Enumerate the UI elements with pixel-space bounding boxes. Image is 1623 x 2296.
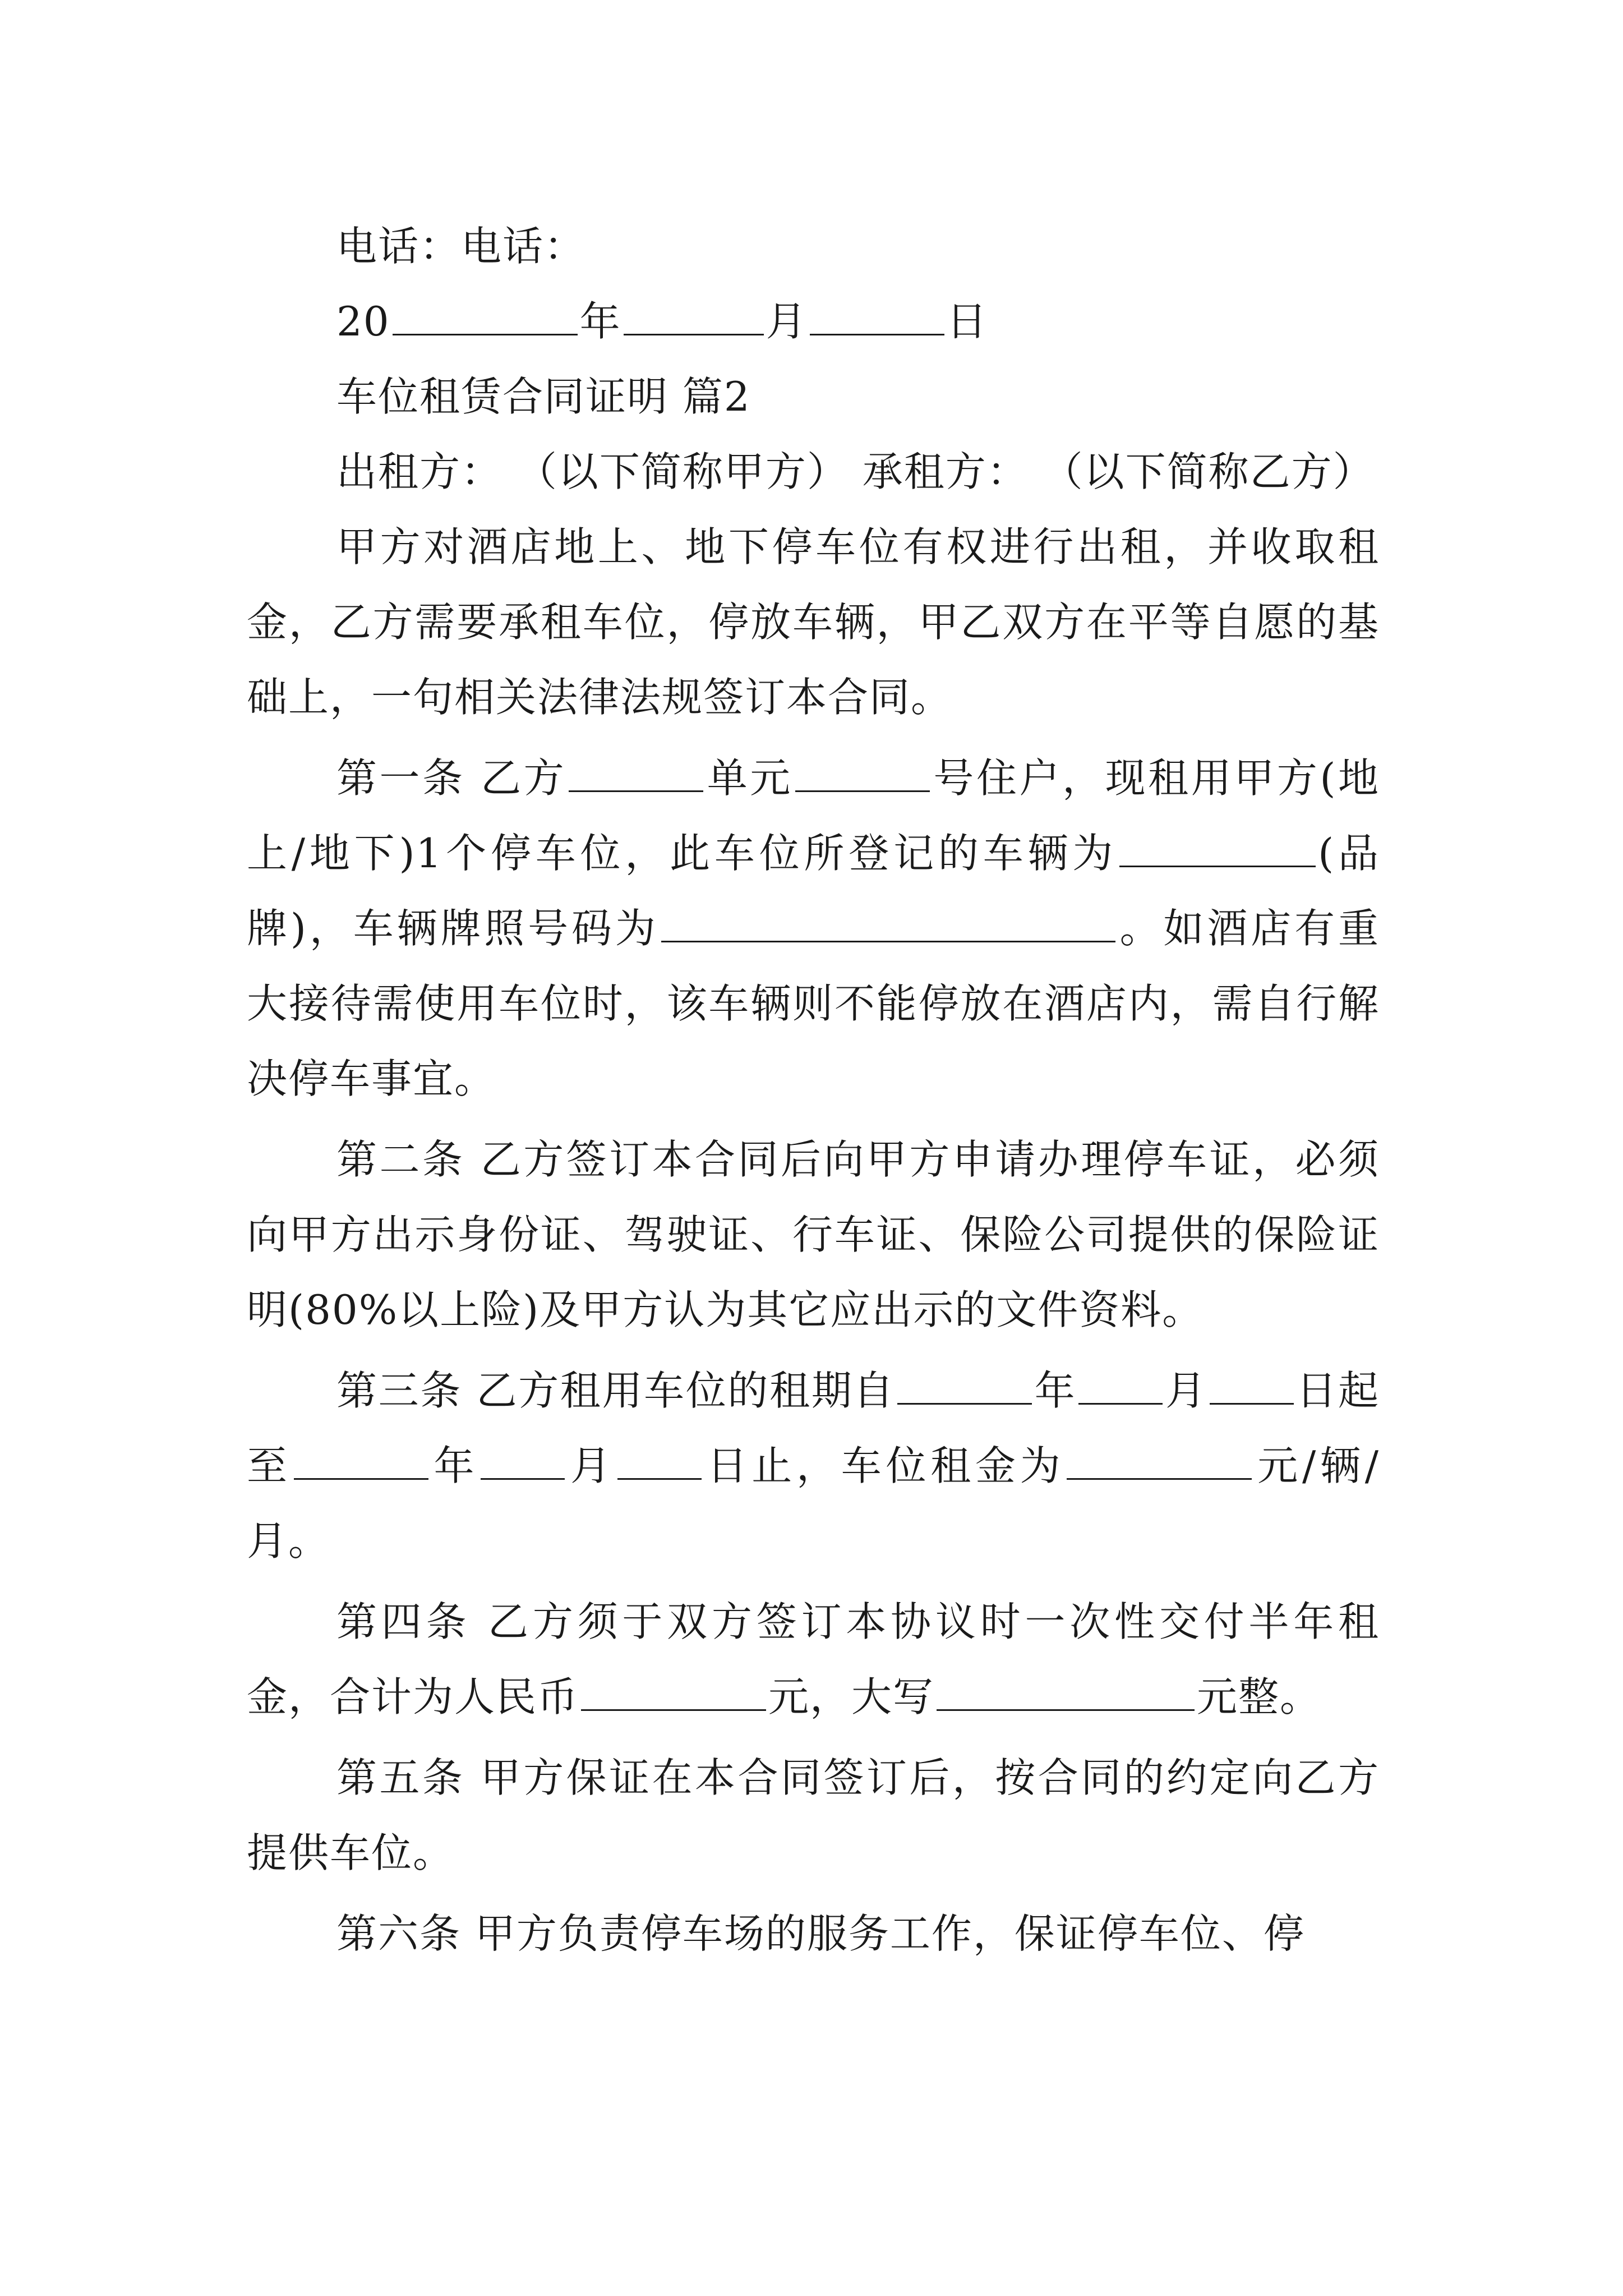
month-label: 月 (766, 298, 808, 345)
article-1-text-c: 号住户，现租用甲方(地上/地下)1个停车位，此车位所登记的车辆为 (247, 754, 1380, 877)
article-1-text-a: 第一条 乙方 (336, 754, 567, 802)
rent-amount-blank (1067, 1446, 1252, 1480)
day-blank (810, 301, 944, 335)
house-number-blank (795, 758, 930, 792)
end-year-label: 年 (430, 1442, 479, 1489)
article-3-from-to: 起至 (247, 1367, 1380, 1489)
amount-in-words-blank (937, 1677, 1195, 1711)
start-month-label: 月 (1165, 1367, 1207, 1414)
article-1 (247, 740, 1380, 1116)
start-year-label: 年 (1034, 1367, 1077, 1414)
rmb-amount-blank (581, 1677, 766, 1711)
day-label: 日 (946, 298, 988, 345)
start-year-blank (897, 1370, 1032, 1405)
plate-number-blank (661, 908, 1115, 942)
article-2: 第二条 乙方签订本合同后向甲方申请办理停车证，必须向甲方出示身份证、驾驶证、行车证、保险公司提供的保险证明(80%以上险)及甲方认为其它应出示的文件资料。 (247, 1136, 1380, 1333)
vehicle-brand-blank (1119, 833, 1316, 867)
article-3-unit: 元/辆/月。 (247, 1442, 1380, 1565)
unit-blank (569, 758, 703, 792)
end-month-blank (481, 1446, 565, 1480)
end-month-label: 月 (567, 1442, 615, 1489)
end-day-blank (617, 1446, 702, 1480)
parties-line: 出租方： （以下简称甲方） 承租方： （以下简称乙方） (336, 448, 1375, 495)
document-body (247, 209, 1380, 1971)
article-5: 第五条 甲方保证在本合同签订后，按合同的约定向乙方提供车位。 (247, 1754, 1380, 1876)
article-1-text-d: (品牌)，车辆牌照号码为 (247, 830, 1380, 952)
intro-paragraph: 甲方对酒店地上、地下停车位有权进行出租，并收取租金，乙方需要承租车位，停放车辆，甲乙双方在平等自愿的基础上，一句相关法律法规签订本合同。 (247, 523, 1380, 721)
section-title: 车位租赁合同证明 篇2 (336, 373, 751, 420)
article-1-text-b: 单元 (706, 754, 793, 802)
article-4 (247, 1584, 1380, 1734)
start-day-blank (1210, 1370, 1294, 1405)
article-3-text-a: 第三条 乙方租用车位的租期自 (336, 1367, 896, 1414)
article-4-text-c: 元整。 (1197, 1673, 1322, 1720)
article-3-text-end: 日止，车位租金为 (703, 1442, 1065, 1489)
year-blank (393, 301, 578, 335)
article-4-text-a: 第四条 乙方须于双方签订本协议时一次性交付半年租金，合计为人民币 (247, 1598, 1380, 1720)
start-month-blank (1078, 1370, 1163, 1405)
end-year-blank (294, 1446, 428, 1480)
year-label: 年 (579, 298, 621, 345)
article-3 (247, 1353, 1380, 1579)
phone-line: 电话：电话： (336, 223, 586, 270)
start-day-label: 日 (1295, 1367, 1338, 1414)
month-blank (624, 301, 764, 335)
date-prefix: 20 (336, 298, 390, 345)
article-4-text-b: 元，大写 (768, 1673, 935, 1720)
article-6: 第六条 甲方负责停车场的服务工作，保证停车位、停 (336, 1910, 1305, 1957)
article-1-text-e: 。如酒店有重大接待需使用车位时，该车辆则不能停放在酒店内，需自行解决停车事宜。 (247, 905, 1380, 1102)
date-line (247, 284, 1380, 359)
